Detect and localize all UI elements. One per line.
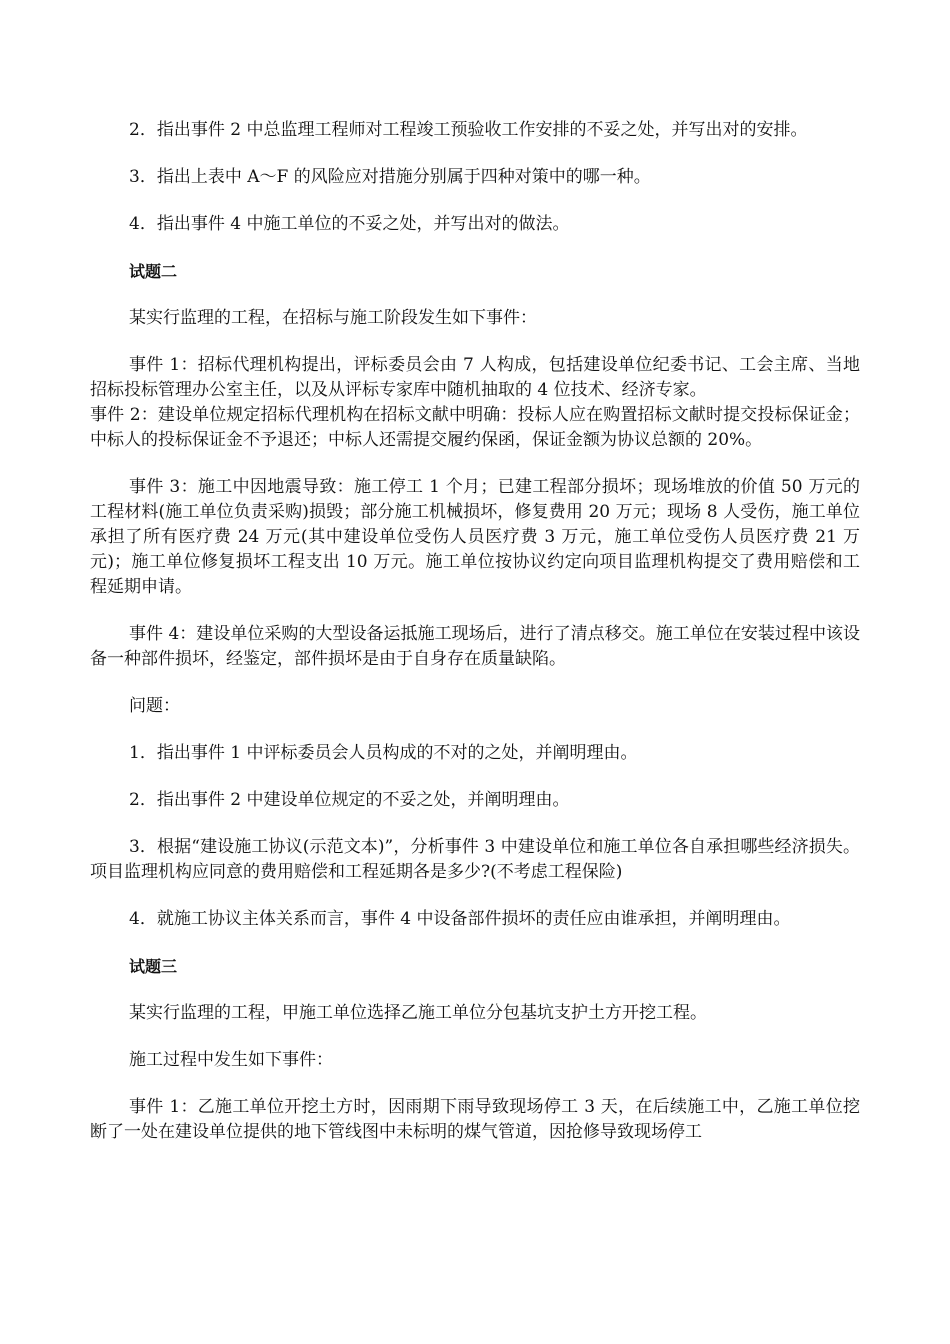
question-2-2: 2．指出事件 2 中建设单位规定的不妥之处，并阐明理由。	[129, 790, 570, 810]
heading-problem-2: 试题二	[129, 262, 178, 281]
problem-2-event-3: 事件 3：施工中因地震导致：施工停工 1 个月；已建工程部分损坏；现场堆放的价值 50 万元的工程材料(施工单位负责采购)损毁；部分施工机械损坏，修复费用 20 万元；现场 8 人受伤，施工单位承担了所有医疗费 24 万元(其中建设单位受伤人员医疗费 3 万元，施工单位受伤人员医疗费 21 万元)；施工单位修复损坏工程支出 10 万元。施工单位按协议约定向项目监理机构提交了费用赔偿和工程延期申请。	[90, 477, 860, 597]
problem-3-intro-events: 施工过程中发生如下事件：	[129, 1050, 333, 1070]
question-1-4: 4．指出事件 4 中施工单位的不妥之处，并写出对的做法。	[129, 214, 570, 234]
problem-2-event-4: 事件 4：建设单位采购的大型设备运抵施工现场后，进行了清点移交。施工单位在安装过程中该设备一种部件损坏，经鉴定，部件损坏是由于自身存在质量缺陷。	[90, 624, 860, 669]
question-2-1: 1．指出事件 1 中评标委员会人员构成的不对的之处，并阐明理由。	[129, 743, 638, 763]
question-2-3: 3．根据“建设施工协议(示范文本)”，分析事件 3 中建设单位和施工单位各自承担哪些经济损失。项目监理机构应同意的费用赔偿和工程延期各是多少?(不考虑工程保险)	[90, 837, 860, 882]
document-page	[90, 118, 860, 1167]
question-1-2: 2．指出事件 2 中总监理工程师对工程竣工预验收工作安排的不妥之处，并写出对的安排。	[129, 120, 808, 140]
question-label: 问题：	[129, 696, 180, 716]
problem-2-event-2: 事件 2：建设单位规定招标代理机构在招标文献中明确：投标人应在购置招标文献时提交投标保证金；中标人的投标保证金不予退还；中标人还需提交履约保函，保证金额为协议总额的 20%。	[90, 405, 860, 450]
heading-problem-3: 试题三	[129, 957, 178, 976]
problem-3-intro: 某实行监理的工程，甲施工单位选择乙施工单位分包基坑支护土方开挖工程。	[129, 1003, 707, 1023]
question-1-3: 3．指出上表中 A～F 的风险应对措施分别属于四种对策中的哪一种。	[129, 167, 651, 187]
problem-2-intro: 某实行监理的工程，在招标与施工阶段发生如下事件：	[129, 308, 537, 328]
question-2-4: 4．就施工协议主体关系而言，事件 4 中设备部件损坏的责任应由谁承担，并阐明理由。	[129, 909, 791, 929]
problem-3-event-1: 事件 1：乙施工单位开挖土方时，因雨期下雨导致现场停工 3 天，在后续施工中，乙施工单位挖断了一处在建设单位提供的地下管线图中未标明的煤气管道，因抢修导致现场停工	[90, 1097, 860, 1142]
problem-2-event-1: 事件 1：招标代理机构提出，评标委员会由 7 人构成，包括建设单位纪委书记、工会主席、当地招标投标管理办公室主任，以及从评标专家库中随机抽取的 4 位技术、经济专家。	[90, 355, 860, 400]
